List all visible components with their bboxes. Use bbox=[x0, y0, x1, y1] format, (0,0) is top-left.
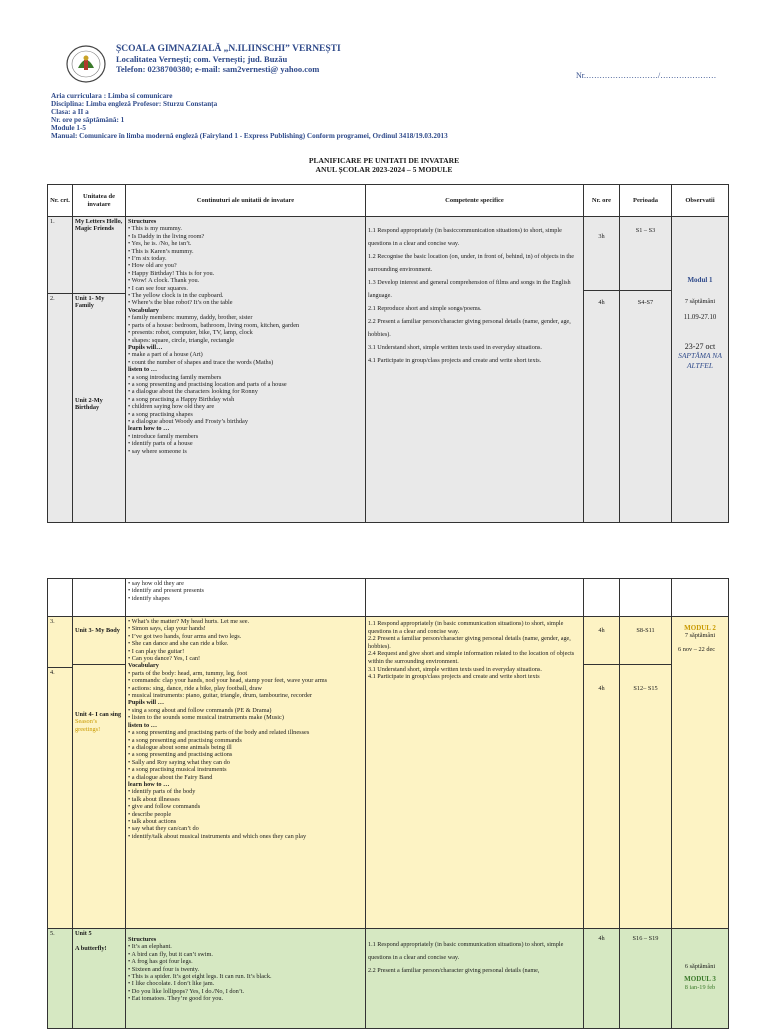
content-item: • family members: mummy, daddy, brother, sister bbox=[128, 314, 253, 322]
content-item: • Eat tomatoes. They’re good for you. bbox=[128, 995, 224, 1003]
content-item: • Wow! A clock. Thank you. bbox=[128, 277, 200, 285]
content-item: • Simon says, clap your hands! bbox=[128, 625, 206, 633]
period-value: S1 – S3 bbox=[620, 217, 671, 291]
list-item: • identify shapes bbox=[128, 594, 170, 602]
content-item: • I’m six today. bbox=[128, 255, 167, 263]
list-item: • identify and present presents bbox=[128, 587, 204, 595]
content-item: • Where’s the blue robot? It’s on the table bbox=[128, 299, 233, 307]
content-item: • make a part of a house (Art) bbox=[128, 351, 203, 359]
hours-value: 4h bbox=[584, 929, 620, 1029]
module-dates: 11.09-27.10 bbox=[683, 313, 717, 321]
content-heading: Vocabulary bbox=[128, 306, 159, 314]
meta-line: Module 1-5 bbox=[51, 124, 86, 132]
header-unit: Unitatea de invatare bbox=[73, 185, 126, 217]
table-row bbox=[48, 929, 729, 1029]
content-item: • A frog has got four legs. bbox=[128, 958, 193, 966]
unit-name: Unit 3- My Body bbox=[73, 617, 125, 665]
list-item: 1.1 Respond appropriately (in basiccommunication situations) to short, simple questions in a clear and concise way. bbox=[368, 227, 562, 247]
unit-contents bbox=[126, 617, 366, 929]
header-period: Perioada bbox=[620, 185, 672, 217]
unit-note: Season’s greetings! bbox=[75, 718, 101, 733]
title-line: PLANIFICARE PE UNITATI DE INVATARE bbox=[308, 156, 460, 165]
content-item: • I like chocolate. I don’t like jam. bbox=[128, 980, 215, 988]
meta-line: Aria curriculara : Limba si comunicare bbox=[51, 92, 173, 100]
title-line: ANUL ȘCOLAR 2023-2024 – 5 MODULE bbox=[315, 164, 453, 174]
period-value: S16 – S19 bbox=[620, 929, 672, 1029]
content-item: • a song introducing family members bbox=[128, 373, 222, 381]
content-item: • identify/talk about musical instruments and which ones they can play bbox=[128, 832, 307, 840]
content-item: • a song presenting and practising commands bbox=[128, 736, 242, 744]
module-label: MODUL 3 bbox=[684, 975, 716, 984]
unit-name: Unit 5 bbox=[75, 930, 92, 937]
row-number: 1. bbox=[48, 217, 72, 294]
content-heading: Pupils will … bbox=[128, 699, 165, 707]
unit-name: Unit 4- I can sing bbox=[75, 711, 122, 718]
module-weeks: 7 săptămâni bbox=[684, 632, 716, 640]
row-number: 3. bbox=[48, 617, 72, 668]
header-observations: Observatii bbox=[672, 185, 729, 217]
row-number: 5. bbox=[48, 929, 73, 1029]
content-item: • a dialogue about the Fairy Band bbox=[128, 773, 213, 781]
row-number: 2. bbox=[50, 295, 55, 302]
content-item: • This is my mummy. bbox=[128, 225, 182, 233]
list-item: 3.1 Understand short, simple written texts used in everyday situations. bbox=[368, 665, 542, 673]
content-item: • a song practising a Happy Birthday wish bbox=[128, 395, 235, 403]
content-item: • presents: robot, computer, bike, TV, lamp, clock bbox=[128, 329, 253, 337]
module-label: MODUL 2 bbox=[684, 624, 716, 632]
list-item: 2.2 Present a familiar person/character giving personal details (name, gender, age, hobbies). bbox=[368, 318, 571, 338]
hours-value: 3h bbox=[584, 217, 619, 291]
list-item: 1.1 Respond appropriately (in basic communication situations) to short, simple questions in a clear and concise way. bbox=[368, 941, 564, 961]
content-item: • Is Daddy in the living room? bbox=[128, 232, 205, 240]
content-item: • The yellow clock is in the cupboard. bbox=[128, 292, 224, 300]
content-item: • Can you dance? Yes, I can! bbox=[128, 655, 201, 663]
content-item: • commands: clap your hands, nod your head, stamp your feet, wave your arms bbox=[128, 677, 328, 685]
planning-table-2 bbox=[47, 578, 729, 1029]
content-item: • Happy Birthday! This is for you. bbox=[128, 269, 215, 277]
meta-line: Disciplina: Limba engleză Profesor: Sturzu Constanța bbox=[51, 100, 218, 108]
planning-table-1 bbox=[47, 184, 729, 523]
list-item: 4.1 Participate in group/class projects and create and write short texts. bbox=[368, 357, 542, 364]
hours-value: 4h bbox=[598, 299, 605, 306]
period-value: S12– S15 bbox=[633, 685, 658, 692]
module-label: Modul 1 bbox=[687, 276, 713, 284]
school-logo-icon bbox=[64, 44, 108, 84]
content-item: • parts of a house: bedroom, bathroom, living room, kitchen, garden bbox=[128, 321, 300, 329]
content-item: • listen to the sounds some musical instruments make (Music) bbox=[128, 714, 284, 722]
module-dates: 8 ian-19 feb bbox=[684, 983, 716, 991]
content-item: • count the number of shapes and trace the words (Maths) bbox=[128, 358, 274, 366]
content-item: • a dialogue about some animals being ill bbox=[128, 743, 232, 751]
unit-name: A butterfly! bbox=[75, 945, 107, 953]
list-item: 1.2 Recognise the basic location (on, under, in front of, behind, in) of objects in the surrounding environment. bbox=[368, 253, 574, 273]
meta-line: Nr. ore pe săptămână: 1 bbox=[51, 116, 125, 124]
unit-contents bbox=[126, 579, 366, 617]
content-item: • This is a spider. It’s got eight legs. It can run. It’s black. bbox=[128, 973, 272, 981]
list-item: 3.1 Understand short, simple written texts used in everyday situations. bbox=[368, 344, 542, 351]
content-item: • a song presenting and practising location and parts of a house bbox=[128, 380, 287, 388]
content-item: • say what they can/can’t do bbox=[128, 825, 199, 833]
content-heading: Structures bbox=[128, 936, 157, 943]
content-item: • describe people bbox=[128, 810, 172, 818]
content-heading: Pupils will… bbox=[128, 343, 163, 351]
list-item: • say how old they are bbox=[128, 580, 184, 587]
module-weeks: 6 săptămâni bbox=[684, 963, 716, 970]
module-dates: 6 nov – 22 dec bbox=[678, 645, 716, 653]
content-item: • She can dance and she can ride a bike. bbox=[128, 640, 229, 648]
list-item: 2.1 Reproduce short and simple songs/poems. bbox=[368, 305, 482, 312]
content-item: • identify parts of a house bbox=[128, 440, 193, 448]
content-item: • children saying how old they are bbox=[128, 403, 215, 411]
content-item: • talk about illnesses bbox=[128, 795, 180, 803]
content-item: • a song presenting and practising actions bbox=[128, 751, 233, 759]
period-value: S8-S11 bbox=[620, 617, 671, 665]
list-item: 2.4 Request and give short and simple information related to the location of objects within the surrounding environment. bbox=[368, 650, 575, 665]
unit-contents bbox=[126, 929, 366, 1029]
meta-line: Manual: Comunicare în limba modernă engleză (Fairyland 1 - Express Publishing) Conform programei, Ordinul 3418/19.03.2013 bbox=[51, 132, 448, 140]
row-number: 4. bbox=[50, 669, 55, 676]
document-meta bbox=[51, 92, 448, 140]
hours-value: 4h bbox=[584, 617, 619, 665]
header-hours: Nr. ore bbox=[584, 185, 620, 217]
content-item: • identify parts of the body bbox=[128, 788, 196, 796]
content-item: • actions: sing, dance, ride a bike, play football, draw bbox=[128, 684, 262, 692]
content-item: • a song presenting and practising parts of the body and related illnesses bbox=[128, 729, 310, 737]
content-item: • I’ve got two hands, four arms and two legs. bbox=[128, 632, 242, 640]
unit-competences bbox=[366, 617, 584, 929]
content-item: • I can play the guitar! bbox=[128, 647, 185, 655]
content-heading: listen to … bbox=[128, 366, 158, 374]
unit-name: Unit 1- My Family bbox=[75, 295, 105, 310]
registration-number: Nr.………………………/………………… bbox=[576, 71, 717, 80]
meta-line: Clasa: a II a bbox=[51, 108, 89, 116]
content-heading: listen to … bbox=[128, 721, 158, 729]
period-value: S4-S7 bbox=[637, 299, 654, 306]
unit-name: Unit 2-My Birthday bbox=[75, 397, 103, 412]
content-heading: learn how to … bbox=[128, 780, 170, 788]
content-item: • introduce family members bbox=[128, 432, 199, 440]
list-item: 1.3 Develop interest and general comprehension of films and songs in the English language. bbox=[368, 279, 571, 299]
content-item: • say where someone is bbox=[128, 447, 187, 455]
header-nr: Nr. crt. bbox=[48, 185, 73, 217]
unit-contents bbox=[126, 217, 366, 523]
content-item: • sing a song about and follow commands (PE & Drama) bbox=[128, 706, 272, 714]
list-item: 2.2 Present a familiar person/character giving personal details (name, gender, age, hobbies). bbox=[368, 635, 571, 650]
holiday-dates: 23-27 oct bbox=[684, 342, 716, 352]
content-item: • Sally and Roy saying what they can do bbox=[128, 758, 230, 766]
content-item: • It’s an elephant. bbox=[128, 943, 172, 951]
content-item: • a song practising shapes bbox=[128, 410, 193, 418]
content-item: • A bird can fly, but it can’t swim. bbox=[128, 950, 213, 958]
content-item: • shapes: square, circle, triangle, rectangle bbox=[128, 336, 235, 344]
unit-competences bbox=[366, 217, 584, 523]
school-address: Localitatea Vernești; com. Vernești; jud. Buzău bbox=[116, 54, 288, 64]
school-contact: Telefon: 0238700380; e-mail: sam2vernesti@ yahoo.com bbox=[116, 64, 320, 74]
content-item: • This is Karen’s mummy. bbox=[128, 247, 194, 255]
content-item: • a dialogue about the characters looking for Ronny bbox=[128, 388, 258, 396]
content-item: • talk about actions bbox=[128, 817, 177, 825]
table-row bbox=[48, 579, 729, 617]
list-item: 2.2 Present a familiar person/character giving personal details (name, bbox=[368, 967, 540, 974]
school-name: ȘCOALA GIMNAZIALĂ „N.ILIINSCHI” VERNEȘTI bbox=[116, 44, 341, 54]
content-item: • Yes, he is. /No, he isn’t. bbox=[128, 240, 192, 248]
document-title bbox=[0, 157, 768, 174]
unit-competences bbox=[366, 929, 584, 1029]
content-heading: Vocabulary bbox=[128, 662, 159, 670]
content-heading: Structures bbox=[128, 218, 157, 225]
school-header bbox=[116, 44, 341, 74]
header-content: Continuturi ale unitatii de invatare bbox=[126, 185, 366, 217]
content-item: • Sixteen and four is twenty. bbox=[128, 965, 200, 973]
table-row bbox=[48, 617, 729, 929]
content-item: • a dialogue about Woody and Frosty’s birthday bbox=[128, 417, 248, 425]
content-heading: learn how to … bbox=[128, 425, 170, 433]
unit-name: My Letters Hello, Magic Friends bbox=[73, 217, 125, 294]
content-item: • parts of the body: head, arm, tummy, leg, foot bbox=[128, 669, 248, 677]
holiday-label: SAPTĂMA NA ALTFEL bbox=[678, 350, 722, 370]
table-row bbox=[48, 217, 729, 523]
list-item: 1.1 Respond appropriately (in basic communication situations) to short, simple questions in a clear and concise way. bbox=[368, 620, 564, 635]
content-item: • I can see four squares. bbox=[128, 284, 188, 292]
content-item: • What’s the matter? My head hurts. Let me see. bbox=[128, 618, 250, 625]
hours-value: 4h bbox=[598, 685, 605, 692]
header-competences: Competente specifice bbox=[366, 185, 584, 217]
content-item: • musical instruments: piano, guitar, triangle, drum, tambourine, recorder bbox=[128, 692, 312, 700]
list-item: 4.1 Participate in group/class projects and create and write short texts bbox=[368, 673, 540, 681]
content-item: • a song practising musical instruments bbox=[128, 766, 227, 774]
content-item: • Do you like lollipops? Yes, I do./No, I don’t. bbox=[128, 987, 245, 995]
module-weeks: 7 săptămâni bbox=[684, 298, 716, 306]
content-item: • give and follow commands bbox=[128, 803, 201, 811]
content-item: • How old are you? bbox=[128, 262, 177, 270]
